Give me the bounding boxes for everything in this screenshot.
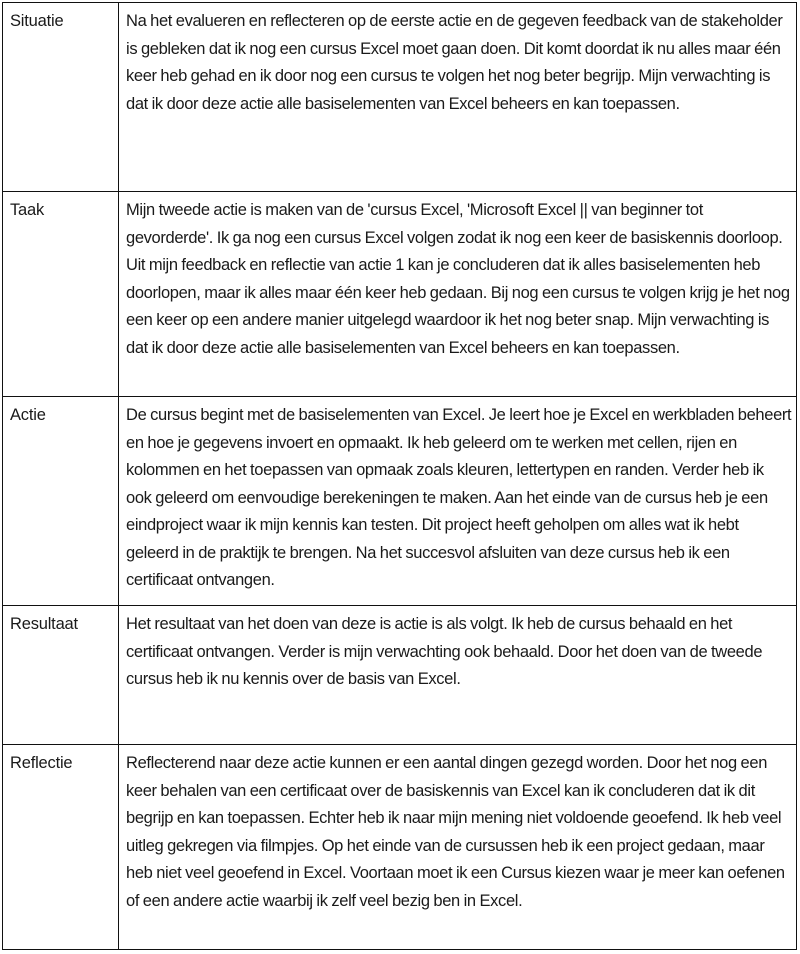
row-label: Resultaat — [3, 606, 119, 745]
row-label: Situatie — [3, 3, 119, 192]
table-row-resultaat — [3, 606, 797, 745]
table-row-situatie — [3, 3, 797, 192]
row-text: De cursus begint met de basiselementen van Excel. Je leert hoe je Excel en werkbladen beheert en hoe je gegevens invoert en opmaakt. Ik heb geleerd om te werken met cellen, rijen en kolommen en het toepassen van opmaak zoals kleuren, lettertypen en randen. Verder heb ik ook geleerd om eenvoudige berekeningen te maken. Aan het einde van de cursus heb je een eindproject waar ik mijn kennis kan testen. Dit project heeft geholpen om alles wat ik hebt geleerd in de praktijk te brengen. Na het succesvol afsluiten van deze cursus heb ik een certificaat ontvangen. — [119, 397, 797, 606]
table-row-taak — [3, 192, 797, 397]
row-text: Na het evalueren en reflecteren op de eerste actie en de gegeven feedback van de stakeholder is gebleken dat ik nog een cursus Excel moet gaan doen. Dit komt doordat ik nu alles maar één keer heb gehad en ik door nog een cursus te volgen het nog beter begrijp. Mijn verwachting is dat ik door deze actie alle basiselementen van Excel beheers en kan toepassen. — [119, 3, 797, 192]
row-label: Taak — [3, 192, 119, 397]
row-text: Reflecterend naar deze actie kunnen er een aantal dingen gezegd worden. Door het nog een keer behalen van een certificaat over de basiskennis van Excel kan ik concluderen dat ik dit begrijp en kan toepassen. Echter heb ik naar mijn mening niet voldoende geoefend. Ik heb veel uitleg gekregen via filmpjes. Op het einde van de cursussen heb ik een project gedaan, maar heb niet veel geoefend in Excel. Voortaan moet ik een Cursus kiezen waar je meer kan oefenen of een andere actie waarbij ik zelf veel bezig ben in Excel. — [119, 745, 797, 950]
row-label: Reflectie — [3, 745, 119, 950]
table-row-actie — [3, 397, 797, 606]
star-reflection-table — [2, 2, 797, 950]
table-row-reflectie — [3, 745, 797, 950]
row-label: Actie — [3, 397, 119, 606]
row-text: Het resultaat van het doen van deze is actie is als volgt. Ik heb de cursus behaald en het certificaat ontvangen. Verder is mijn verwachting ook behaald. Door het doen van de tweede cursus heb ik nu kennis over de basis van Excel. — [119, 606, 797, 745]
row-text: Mijn tweede actie is maken van de 'cursus Excel, 'Microsoft Excel || van beginner tot gevorderde'. Ik ga nog een cursus Excel volgen zodat ik nog een keer de basiskennis doorloop. Uit mijn feedback en reflectie van actie 1 kan je concluderen dat ik alles basiselementen heb doorlopen, maar ik alles maar één keer heb gedaan. Bij nog een cursus te volgen krijg je het nog een keer op een andere manier uitgelegd waardoor ik het nog beter snap. Mijn verwachting is dat ik door deze actie alle basiselementen van Excel beheers en kan toepassen. — [119, 192, 797, 397]
